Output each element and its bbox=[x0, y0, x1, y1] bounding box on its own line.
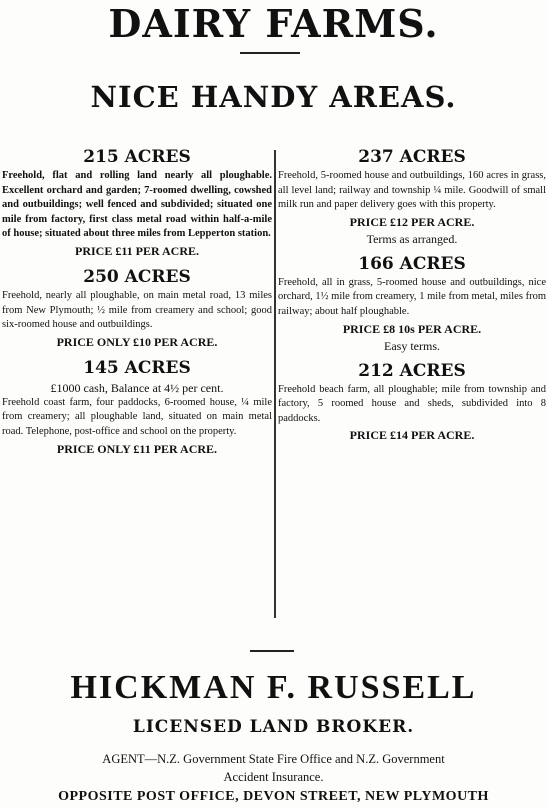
listing-237-acres bbox=[278, 145, 546, 247]
right-column bbox=[278, 145, 546, 444]
page-title: DAIRY FARMS. bbox=[108, 1, 439, 46]
broker-name: HICKMAN F. RUSSELL bbox=[70, 669, 477, 706]
listing-212-acres bbox=[278, 359, 546, 445]
listing-215-acres bbox=[2, 145, 272, 260]
title-divider bbox=[240, 52, 300, 54]
listing-price: PRICE ONLY £11 PER ACRE. bbox=[56, 441, 218, 456]
agent-line bbox=[0, 750, 547, 786]
listing-price: PRICE ONLY £10 PER ACRE. bbox=[56, 334, 218, 349]
listing-area: 215 ACRES bbox=[83, 147, 191, 167]
broker-address: OPPOSITE POST OFFICE, DEVON STREET, NEW PLYMOUTH bbox=[58, 789, 489, 804]
listing-price: PRICE £11 PER ACRE. bbox=[74, 243, 199, 258]
listing-250-acres bbox=[2, 265, 272, 351]
listing-area: 237 ACRES bbox=[358, 147, 466, 167]
agent-line-2: Accident Insurance. bbox=[223, 770, 324, 784]
agent-line-1: AGENT—N.Z. Government State Fire Office and N.Z. Government bbox=[102, 752, 445, 766]
listing-description: Freehold, nearly all ploughable, on main metal road, 13 miles from New Plymouth; ½ mile from creamery and school; good six-roomed house and outbuildings. bbox=[2, 289, 272, 331]
listing-description: Freehold, all in grass, 5-roomed house and outbuildings, nice orchard, 1½ mile from creamery, 1 mile from metal, miles from railway; about half ploughable. bbox=[278, 276, 546, 317]
listing-description: Freehold coast farm, four paddocks, 6-roomed house, ¼ mile from creamery; all ploughable land, situated on main metal road. Telephone, post-office and school on the property. bbox=[2, 396, 272, 437]
listing-terms: Terms as arranged. bbox=[366, 231, 458, 246]
listing-terms: Easy terms. bbox=[384, 338, 440, 353]
listing-145-acres bbox=[2, 356, 272, 458]
listing-area: 212 ACRES bbox=[358, 360, 466, 381]
left-column bbox=[2, 145, 272, 458]
page-subtitle: NICE HANDY AREAS. bbox=[90, 80, 457, 114]
listing-description: Freehold, 5-roomed house and outbuildings, 160 acres in grass, all level land; railway and township ¼ mile. Goodwill of small milk run and paper delivery goes with this property. bbox=[278, 170, 546, 211]
listing-area: 166 ACRES bbox=[358, 253, 466, 274]
listing-area: 250 ACRES bbox=[83, 266, 191, 287]
listing-166-acres bbox=[278, 252, 546, 354]
listing-description: Freehold, flat and rolling land nearly all ploughable. Excellent orchard and garden; 7-roomed dwelling, cowshed and outbuildings; well fenced and subdivided; situated one mile from factory, first class metal road within half-a-mile of house; situated about three miles from Lepperton station. bbox=[2, 170, 272, 240]
broker-title: LICENSED LAND BROKER. bbox=[132, 717, 415, 737]
column-divider bbox=[274, 150, 276, 618]
listing-price: PRICE £14 PER ACRE. bbox=[349, 428, 475, 443]
listing-terms: £1000 cash, Balance at 4½ per cent. bbox=[50, 380, 224, 395]
listing-description: Freehold beach farm, all ploughable; mile from township and factory, 5 roomed house and sheds, subdivided into 8 paddocks. bbox=[278, 383, 546, 424]
listing-area: 145 ACRES bbox=[83, 357, 191, 378]
footer-divider bbox=[250, 650, 294, 652]
listing-price: PRICE £12 PER ACRE. bbox=[349, 214, 475, 229]
listing-price: PRICE £8 10s PER ACRE. bbox=[342, 321, 482, 336]
